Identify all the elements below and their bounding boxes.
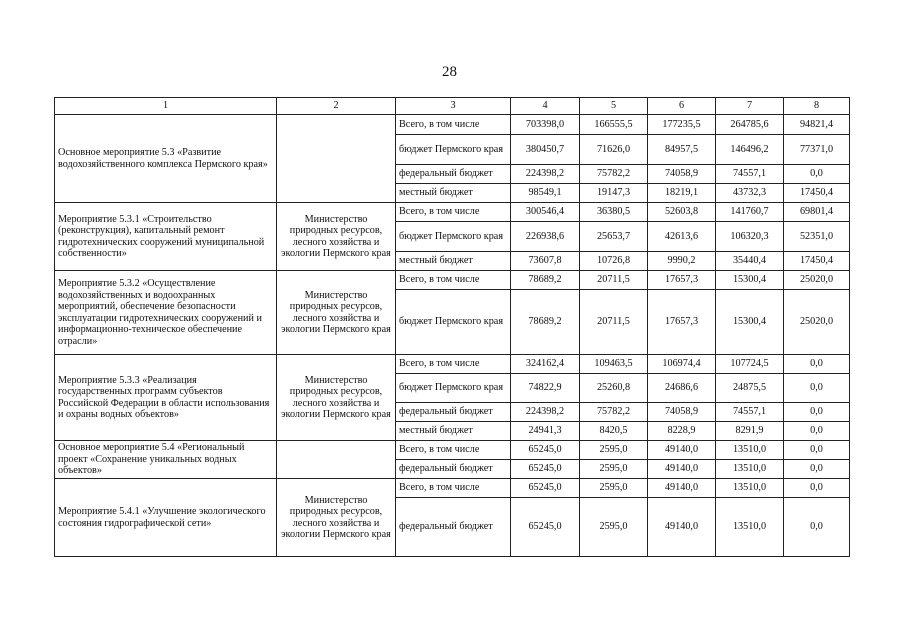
funding-source: федеральный бюджет (396, 403, 511, 422)
amount-cell: 224398,2 (511, 165, 580, 184)
amount-cell: 324162,4 (511, 355, 580, 374)
amount-cell: 25020,0 (784, 290, 850, 355)
amount-cell: 74822,9 (511, 374, 580, 403)
amount-cell: 17657,3 (648, 271, 716, 290)
amount-cell: 106974,4 (648, 355, 716, 374)
amount-cell: 43732,3 (716, 184, 784, 203)
amount-cell: 15300,4 (716, 290, 784, 355)
amount-cell: 65245,0 (511, 479, 580, 498)
amount-cell: 74058,9 (648, 165, 716, 184)
amount-cell: 0,0 (784, 355, 850, 374)
funding-source: бюджет Пермского края (396, 135, 511, 165)
amount-cell: 25260,8 (580, 374, 648, 403)
table-row (55, 441, 850, 460)
amount-cell: 146496,2 (716, 135, 784, 165)
amount-cell: 2595,0 (580, 441, 648, 460)
amount-cell: 25020,0 (784, 271, 850, 290)
column-header: 5 (580, 98, 648, 115)
amount-cell: 18219,1 (648, 184, 716, 203)
funding-source: Всего, в том числе (396, 355, 511, 374)
amount-cell: 24686,6 (648, 374, 716, 403)
amount-cell: 13510,0 (716, 441, 784, 460)
executor: Министерство природных ресурсов, лесного хозяйства и экологии Пермского края (277, 271, 396, 355)
amount-cell: 9990,2 (648, 252, 716, 271)
amount-cell: 107724,5 (716, 355, 784, 374)
amount-cell: 52351,0 (784, 222, 850, 252)
funding-source: федеральный бюджет (396, 498, 511, 557)
amount-cell: 17657,3 (648, 290, 716, 355)
funding-source: местный бюджет (396, 184, 511, 203)
executor: Министерство природных ресурсов, лесного хозяйства и экологии Пермского края (277, 355, 396, 441)
amount-cell: 13510,0 (716, 460, 784, 479)
funding-source: местный бюджет (396, 252, 511, 271)
executor: Министерство природных ресурсов, лесного хозяйства и экологии Пермского края (277, 203, 396, 271)
amount-cell: 20711,5 (580, 290, 648, 355)
amount-cell: 264785,6 (716, 115, 784, 135)
amount-cell: 74557,1 (716, 165, 784, 184)
funding-source: бюджет Пермского края (396, 222, 511, 252)
amount-cell: 24941,3 (511, 422, 580, 441)
executor (277, 115, 396, 203)
amount-cell: 109463,5 (580, 355, 648, 374)
event-name: Основное мероприятие 5.4 «Региональный проект «Сохранение уникальных водных объектов» (55, 441, 277, 479)
amount-cell: 94821,4 (784, 115, 850, 135)
executor (277, 441, 396, 479)
amount-cell: 17450,4 (784, 252, 850, 271)
amount-cell: 703398,0 (511, 115, 580, 135)
amount-cell: 49140,0 (648, 498, 716, 557)
amount-cell: 71626,0 (580, 135, 648, 165)
column-header: 8 (784, 98, 850, 115)
amount-cell: 0,0 (784, 165, 850, 184)
funding-source: федеральный бюджет (396, 165, 511, 184)
amount-cell: 74557,1 (716, 403, 784, 422)
amount-cell: 106320,3 (716, 222, 784, 252)
funding-source: бюджет Пермского края (396, 290, 511, 355)
funding-source: федеральный бюджет (396, 460, 511, 479)
amount-cell: 65245,0 (511, 498, 580, 557)
amount-cell: 75782,2 (580, 403, 648, 422)
table-row (55, 479, 850, 498)
amount-cell: 8291,9 (716, 422, 784, 441)
amount-cell: 19147,3 (580, 184, 648, 203)
amount-cell: 20711,5 (580, 271, 648, 290)
column-header: 6 (648, 98, 716, 115)
column-header: 3 (396, 98, 511, 115)
column-header: 1 (55, 98, 277, 115)
amount-cell: 69801,4 (784, 203, 850, 222)
event-name: Основное мероприятие 5.3 «Развитие водохозяйственного комплекса Пермского края» (55, 115, 277, 203)
amount-cell: 73607,8 (511, 252, 580, 271)
amount-cell: 13510,0 (716, 498, 784, 557)
amount-cell: 13510,0 (716, 479, 784, 498)
amount-cell: 49140,0 (648, 460, 716, 479)
amount-cell: 42613,6 (648, 222, 716, 252)
table-row (55, 271, 850, 290)
amount-cell: 78689,2 (511, 271, 580, 290)
funding-source: Всего, в том числе (396, 479, 511, 498)
event-name: Мероприятие 5.3.1 «Строительство (реконструкция), капитальный ремонт гидротехнических сооружений муниципальной собственности» (55, 203, 277, 271)
amount-cell: 24875,5 (716, 374, 784, 403)
amount-cell: 52603,8 (648, 203, 716, 222)
amount-cell: 0,0 (784, 460, 850, 479)
amount-cell: 84957,5 (648, 135, 716, 165)
funding-source: бюджет Пермского края (396, 374, 511, 403)
amount-cell: 36380,5 (580, 203, 648, 222)
amount-cell: 0,0 (784, 498, 850, 557)
budget-table (54, 97, 850, 557)
amount-cell: 78689,2 (511, 290, 580, 355)
amount-cell: 65245,0 (511, 441, 580, 460)
table-row (55, 115, 850, 135)
event-name: Мероприятие 5.3.3 «Реализация государственных программ субъектов Российской Федерации в области использования и охраны водных объектов» (55, 355, 277, 441)
amount-cell: 141760,7 (716, 203, 784, 222)
amount-cell: 0,0 (784, 374, 850, 403)
amount-cell: 74058,9 (648, 403, 716, 422)
amount-cell: 35440,4 (716, 252, 784, 271)
amount-cell: 17450,4 (784, 184, 850, 203)
column-header: 4 (511, 98, 580, 115)
amount-cell: 300546,4 (511, 203, 580, 222)
amount-cell: 10726,8 (580, 252, 648, 271)
amount-cell: 98549,1 (511, 184, 580, 203)
amount-cell: 380450,7 (511, 135, 580, 165)
event-name: Мероприятие 5.4.1 «Улучшение экологического состояния гидрографической сети» (55, 479, 277, 557)
amount-cell: 65245,0 (511, 460, 580, 479)
amount-cell: 224398,2 (511, 403, 580, 422)
page-number: 28 (442, 64, 457, 80)
amount-cell: 0,0 (784, 422, 850, 441)
table-row (55, 355, 850, 374)
funding-source: местный бюджет (396, 422, 511, 441)
column-header: 2 (277, 98, 396, 115)
executor: Министерство природных ресурсов, лесного хозяйства и экологии Пермского края (277, 479, 396, 557)
amount-cell: 8420,5 (580, 422, 648, 441)
amount-cell: 2595,0 (580, 498, 648, 557)
amount-cell: 2595,0 (580, 479, 648, 498)
amount-cell: 177235,5 (648, 115, 716, 135)
amount-cell: 25653,7 (580, 222, 648, 252)
amount-cell: 75782,2 (580, 165, 648, 184)
amount-cell: 8228,9 (648, 422, 716, 441)
funding-source: Всего, в том числе (396, 441, 511, 460)
funding-source: Всего, в том числе (396, 203, 511, 222)
event-name: Мероприятие 5.3.2 «Осуществление водохозяйственных и водоохранных мероприятий, обеспечение безопасности эксплуатации гидротехнических сооружений и информационно-техническое обеспечение отрасли» (55, 271, 277, 355)
amount-cell: 49140,0 (648, 479, 716, 498)
amount-cell: 77371,0 (784, 135, 850, 165)
amount-cell: 2595,0 (580, 460, 648, 479)
amount-cell: 15300,4 (716, 271, 784, 290)
amount-cell: 0,0 (784, 403, 850, 422)
amount-cell: 226938,6 (511, 222, 580, 252)
amount-cell: 0,0 (784, 479, 850, 498)
funding-source: Всего, в том числе (396, 115, 511, 135)
amount-cell: 166555,5 (580, 115, 648, 135)
table-row (55, 203, 850, 222)
column-header: 7 (716, 98, 784, 115)
amount-cell: 0,0 (784, 441, 850, 460)
header-row (55, 98, 850, 115)
amount-cell: 49140,0 (648, 441, 716, 460)
funding-source: Всего, в том числе (396, 271, 511, 290)
